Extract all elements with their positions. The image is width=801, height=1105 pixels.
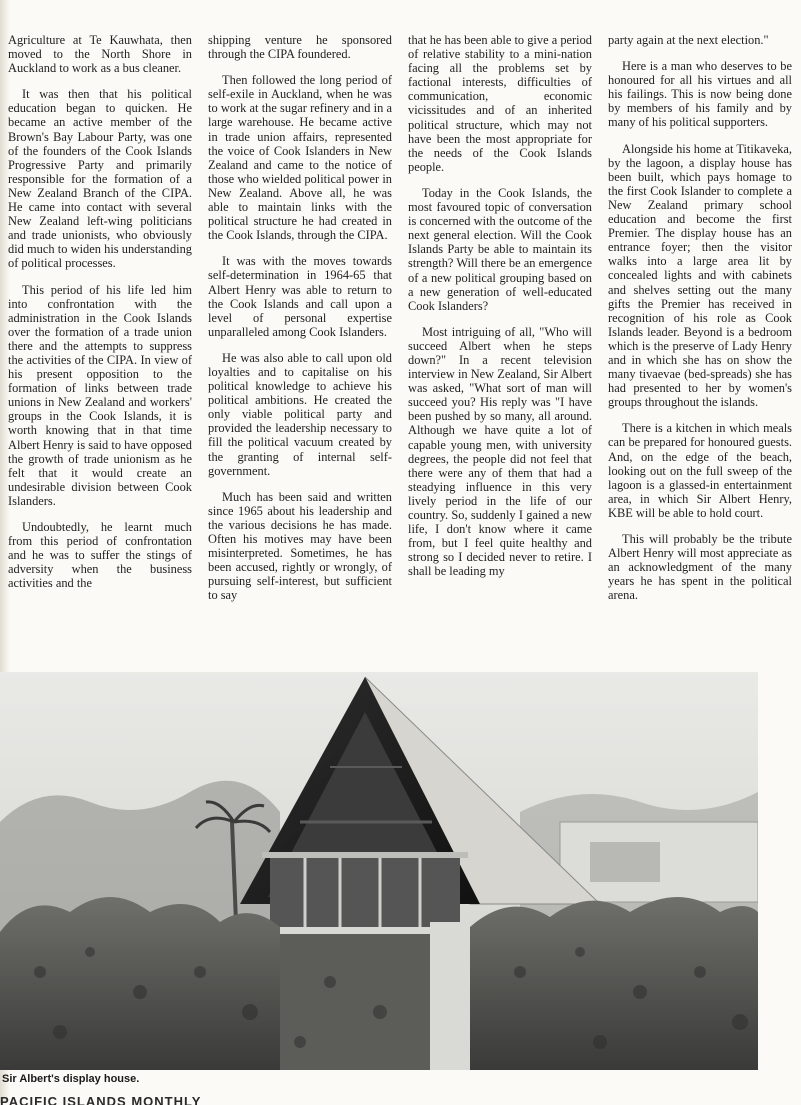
facade-fascia (262, 852, 468, 858)
column-1-paragraph-2: It was then that his political education began to quicken. He became an active member of the Brown's Bay Labour Party, was one of the founders of the Cook Islands Progressive Party and primarily responsible for the formation of a New Zealand Branch of the CIPA. He came into contact with several New Zealand left-wing politicians and trade unionists, who obviously did much to widen his understanding of political processes. (8, 87, 192, 271)
column-3-paragraph-2: Today in the Cook Islands, the most favoured topic of conversation is concerned with the outcome of the next general election. Will the Cook Islands Party be able to maintain its strength? Will there be an emergence of a new political grouping based on a new generation of well-educated Cook Islanders? (408, 185, 592, 313)
column-4-paragraph-2: Here is a man who deserves to be honoured for all his virtues and all his failings. This is now being done by members of his family and by many of his political supporters. (608, 59, 792, 130)
column-3-paragraph-3: Most intriguing of all, "Who will succeed Albert when he steps down?" In a recent television interview in New Zealand, Sir Albert was asked, "What sort of man will succeed you? His reply was "I have been pushed by so many, all around. Although we have quite a lot of capable young men, with university degrees, the people did not feel that there were any of them that had a steadying influence in this very lively period in the life of our country. So, suddenly I gained a new life, I don't know where it came from, but I feel quite healthy and strong so I decided never to retire. I shall be leading my (408, 324, 592, 579)
column-4-paragraph-5: This will probably be the tribute Albert Henry will most appreciate as an acknowledgment of the many years he has spent in the political arena. (608, 532, 792, 603)
photo-caption: Sir Albert's display house. (2, 1073, 140, 1085)
column-3 (408, 33, 592, 673)
column-3-paragraph-1: that he has been able to give a period of relative stability to a mini-nation facing all the problems set by factional interests, difficulties of communication, economic vicissitudes and of an inherited political structure, which may not have been the most appropriate for the needs of the Cook Islands people. (408, 33, 592, 174)
shrubs-right (470, 897, 758, 1070)
column-4-paragraph-4: There is a kitchen in which meals can be prepared for honoured guests. And, on the edge of the beach, looking out on the full sweep of the lagoon is a glassed-in entertainment area, in which Sir Albert Henry, KBE will be able to hold court. (608, 421, 792, 520)
article-body (8, 33, 793, 673)
column-4-paragraph-3: Alongside his home at Titikaveka, by the lagoon, a display house has been built, which pays homage to the first Cook Islander to complete a New Zealand primary school education and become the first Premier. The display house has an entrance foyer; then the visitor walks into a large area lit by concealed lights and with cabinets and shelves setting out the many gifts the Premier has received in recognition of his role as Cook Islands leader. Beyond is a bedroom which is the preserve of Lady Henry and in which she has on show the many tivaevae (bed-spreads) she has had presented to her by women's groups throughout the islands. (608, 141, 792, 410)
column-2 (208, 33, 392, 673)
column-1-paragraph-1: Agriculture at Te Kauwhata, then moved to the North Shore in Auckland to work as a bus cleaner. (8, 33, 192, 76)
column-1-paragraph-3: This period of his life led him into confrontation with the administration in the Cook Islands over the formation of a trade union there and the attempts to suppress the activities of the CIPA. In view of his present opposition to the formation of links between trade unions in New Zealand and workers' groups in the Cook Islands, it is worth knowing that in that time Albert Henry is said to have opposed the growth of trade unionism as he felt that it would create an undesirable division between Cook Islanders. (8, 282, 192, 508)
side-building-window (590, 842, 660, 882)
glass-facade (270, 857, 460, 927)
display-house-photo (0, 672, 758, 1070)
garden-path (430, 922, 470, 1070)
column-2-paragraph-1: shipping venture he sponsored through the CIPA foundered. (208, 33, 392, 62)
shrubs-left (0, 897, 280, 1070)
column-2-paragraph-3: It was with the moves towards self-determination in 1964-65 that Albert Henry was able to return to the Cook Islands and call upon a level of personal expertise unparalleled among Cook Islanders. (208, 254, 392, 339)
column-4 (608, 33, 792, 673)
column-2-paragraph-2: Then followed the long period of self-exile in Auckland, when he was to work at the sugar refinery and in a large warehouse. He became active in trade union affairs, represented the voice of Cook Islanders in New Zealand and came to the notice of those who wielded political power in New Zealand. Above all, he was able to maintain links with the political structure he had created in the Cook Islands, through the CIPA. (208, 73, 392, 243)
column-2-paragraph-5: Much has been said and written since 1965 about his leadership and the various decisions he has made. Often his motives may have been misinterpreted. Sometimes, he has been accused, rightly or wrongly, of pursuing self-interest, but sufficient to say (208, 489, 392, 603)
column-1-paragraph-4: Undoubtedly, he learnt much from this period of confrontation and he was to suffer the stings of adversity when the business activities and the (8, 520, 192, 591)
running-footer: PACIFIC ISLANDS MONTHLY (0, 1094, 202, 1105)
column-2-paragraph-4: He was also able to call upon old loyalties and to capitalise on his political knowledge to achieve his political ambitions. He created the only viable political party and provided the leadership necessary to fill the political vacuum created by the granting of internal self-government. (208, 350, 392, 478)
column-4-paragraph-1: party again at the next election." (608, 33, 769, 47)
column-1 (8, 33, 192, 673)
